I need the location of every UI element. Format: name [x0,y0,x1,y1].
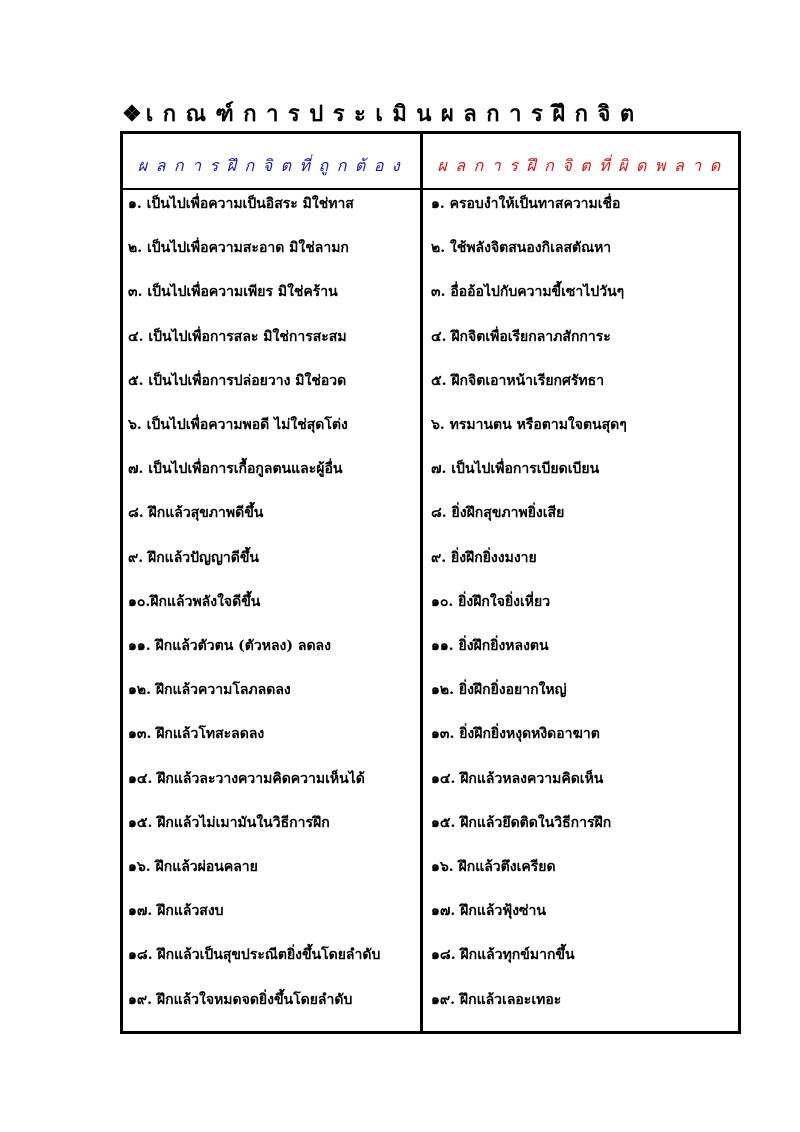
table-cell: ๙. ฝึกแล้วปัญญาดีขึ้น [128,549,259,566]
table-cell: ๔. เป็นไปเพื่อการสละ มิใช่การสะสม [128,328,347,345]
table-column-divider [420,131,423,1034]
table-cell: ๑๑. ฝึกแล้วตัวตน (ตัวหลง) ลดลง [128,638,331,655]
table-cell: ๑๒. ยิ่งฝึกยิ่งอยากใหญ่ [431,682,567,699]
table-cell: ๘. ฝึกแล้วสุขภาพดีขึ้น [128,505,264,522]
table-cell: ๖. ทรมานตน หรือตามใจตนสุดๆ [431,417,627,434]
table-cell: ๕. เป็นไปเพื่อการปล่อยวาง มิใช่อวด [128,372,347,389]
correct-results-column [128,190,418,1030]
table-cell: ๑๘. ฝึกแล้วทุกข์มากขึ้น [431,947,575,964]
table-cell: ๑. ครอบงำให้เป็นทาสความเชื่อ [431,196,621,212]
wrong-results-column [431,190,736,1030]
table-cell: ๑๑. ยิ่งฝึกยิ่งหลงตน [431,638,549,655]
table-cell: ๑๓. ยิ่งฝึกยิ่งหงุดหงิดอาฆาต [431,726,600,743]
table-cell: ๗. เป็นไปเพื่อการเกื้อกูลตนและผู้อื่น [128,461,343,478]
table-cell: ๓. อื่ออ้อไปกับความขี้เซาไปวันๆ [431,284,625,301]
table-cell: ๑๔. ฝึกแล้วหลงความคิดเห็น [431,770,604,787]
table-cell: ๙. ยิ่งฝึกยิ่งงมงาย [431,549,537,566]
header-correct-results: ผลการฝึกจิตที่ถูกต้อง [137,156,409,175]
table-cell: ๑๕. ฝึกแล้วไม่เมามันในวิธีการฝึก [128,814,330,831]
document-title [122,96,644,130]
table-cell: ๒. ใช้พลังจิตสนองกิเลสตัณหา [431,240,612,257]
table-cell: ๑๗. ฝึกแล้วฟุ้งซ่าน [431,903,546,920]
table-cell: ๑. เป็นไปเพื่อความเป็นอิสระ มิใช่ทาส [128,196,354,212]
table-cell: ๑๖. ฝึกแล้วผ่อนคลาย [128,859,258,876]
table-cell: ๒. เป็นไปเพื่อความสะอาด มิใช่ลามก [128,240,349,257]
document-title-text: เกณฑ์การประเมินผลการฝึกจิต [145,101,644,127]
table-cell: ๑๐.ฝึกแล้วพลังใจดีขึ้น [128,593,261,610]
header-wrong-results: ผลการฝึกจิตที่ผิดพลาด [437,156,729,175]
table-cell: ๑๔. ฝึกแล้วละวางความคิดความเห็นได้ [128,770,365,787]
table-cell: ๑๖. ฝึกแล้วตึงเครียด [431,859,556,876]
table-cell: ๔. ฝึกจิตเพื่อเรียกลาภสักการะ [431,328,611,345]
table-cell: ๓. เป็นไปเพื่อความเพียร มิใช่คร้าน [128,284,338,301]
table-cell: ๗. เป็นไปเพื่อการเบียดเบียน [431,461,600,478]
diamond-bullet-icon: ❖ [122,101,142,127]
table-cell: ๑๕. ฝึกแล้วยึดติดในวิธีการฝึก [431,814,612,831]
table-cell: ๑๗. ฝึกแล้วสงบ [128,903,224,920]
table-cell: ๘. ยิ่งฝึกสุขภาพยิ่งเสีย [431,505,565,522]
table-cell: ๕. ฝึกจิตเอาหน้าเรียกศรัทธา [431,372,605,389]
table-cell: ๑๘. ฝึกแล้วเป็นสุขประณีตยิ่งขึ้นโดยลำดับ [128,947,381,964]
table-cell: ๑๙. ฝึกแล้วใจหมดจดยิ่งขึ้นโดยลำดับ [128,991,353,1008]
table-cell: ๖. เป็นไปเพื่อความพอดี ไม่ใช่สุดโต่ง [128,417,348,434]
table-cell: ๑๙. ฝึกแล้วเลอะเทอะ [431,991,562,1008]
table-cell: ๑๓. ฝึกแล้วโทสะลดลง [128,726,265,743]
table-cell: ๑๐. ยิ่งฝึกใจยิ่งเหี่ยว [431,593,551,610]
table-cell: ๑๒. ฝึกแล้วความโลภลดลง [128,682,291,699]
